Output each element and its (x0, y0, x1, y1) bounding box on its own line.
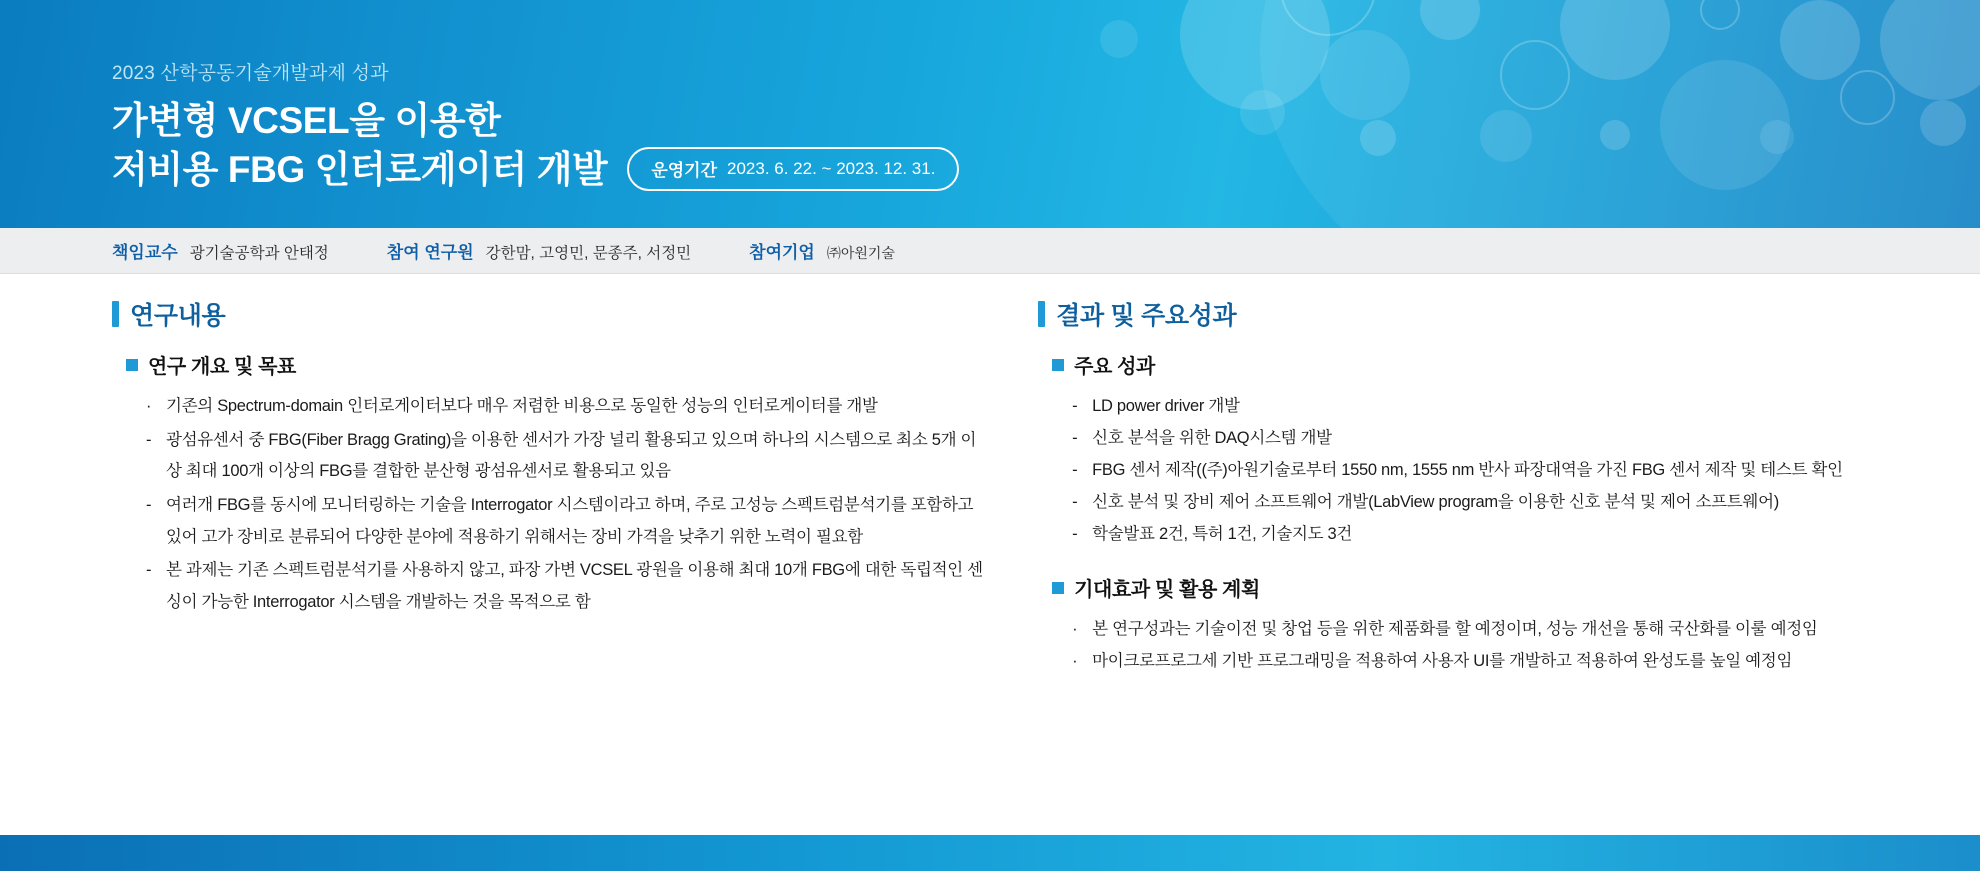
section-title-results (1038, 296, 1940, 332)
meta-label-researchers: 참여 연구원 (386, 243, 474, 262)
section-title-research (112, 296, 990, 332)
list-item-text: 본 과제는 기존 스펙트럼분석기를 사용하지 않고, 파장 가변 VCSEL 광원을 이용해 최대 10개 FBG에 대한 독립적인 센싱이 가능한 Interrogator 시스템을 개발하는 것을 목적으로 함 (166, 561, 983, 612)
poster-footer-bar (0, 835, 1980, 871)
meta-label-company: 참여기업 (749, 243, 815, 262)
square-bullet-icon (1052, 359, 1064, 371)
subsection-title-expected-effects-label: 기대효과 및 활용 계획 (1074, 579, 1260, 602)
square-bullet-icon (126, 359, 138, 371)
header-text-block (112, 58, 959, 195)
list-item-text: 여러개 FBG를 동시에 모니터링하는 기술을 Interrogator 시스템이라고 하며, 주로 고성능 스펙트럼분석기를 포함하고 있어 고가 장비로 분류되어 다양한 분야에 적용하기 위해서는 장비 가격을 낮추기 위한 노력이 필요함 (166, 496, 974, 546)
list-item (146, 391, 990, 423)
list-marker: - (146, 561, 152, 580)
list-item (146, 555, 990, 618)
section-accent-bar-icon (1038, 301, 1045, 327)
list-item (1072, 487, 1940, 517)
list-item-text: LD power driver 개발 (1092, 397, 1240, 415)
poster-header (0, 0, 1980, 228)
list-item (1072, 519, 1940, 549)
list-item (146, 425, 990, 488)
list-item (1072, 614, 1940, 644)
list-marker: - (1072, 429, 1078, 448)
list-item (1072, 391, 1940, 421)
meta-label-lead-professor: 책임교수 (112, 243, 178, 262)
poster-body (0, 274, 1980, 844)
list-item-text: 신호 분석 및 장비 제어 소프트웨어 개발(LabView program을 이용한 신호 분석 및 제어 소프트웨어) (1092, 493, 1779, 512)
list-item-text: 마이크로프로그세 기반 프로그래밍을 적용하여 사용자 UI를 개발하고 적용하여 완성도를 높일 예정임 (1092, 652, 1793, 671)
meta-group-lead-professor (112, 238, 329, 263)
list-item (1072, 646, 1940, 676)
list-marker: · (1072, 620, 1078, 639)
square-bullet-icon (1052, 582, 1064, 594)
meta-group-researchers (387, 238, 691, 263)
header-curve-decoration (1260, 0, 1980, 228)
subsection-title-overview-label: 연구 개요 및 목표 (148, 356, 296, 378)
list-item-text: 기존의 Spectrum-domain 인터로게이터보다 매우 저렴한 비용으로 동일한 성능의 인터로게이터를 개발 (166, 397, 878, 415)
list-item (1072, 423, 1940, 453)
header-title-row2 (112, 146, 959, 195)
list-marker: - (1072, 493, 1078, 512)
meta-value-lead-professor: 광기술공학과 안태정 (189, 245, 329, 262)
subsection-title-overview (126, 350, 990, 379)
header-eyebrow: 2023 산학공동기술개발과제 성과 (112, 63, 389, 84)
meta-bar (0, 228, 1980, 274)
list-marker: - (1072, 525, 1078, 544)
list-marker: - (1072, 397, 1078, 415)
list-item-text: 신호 분석을 위한 DAQ시스템 개발 (1092, 429, 1332, 448)
list-item-text: 본 연구성과는 기술이전 및 창업 등을 위한 제품화를 할 예정이며, 성능 개선을 통해 국산화를 이룰 예정임 (1092, 620, 1818, 639)
period-badge (627, 147, 959, 191)
meta-value-researchers: 강한맘, 고영민, 문종주, 서정민 (485, 245, 692, 262)
key-results-list (1072, 391, 1940, 549)
period-label: 운영기간 (651, 161, 718, 181)
list-item-text: FBG 센서 제작((주)아원기술로부터 1550 nm, 1555 nm 반사 파장대역을 가진 FBG 센서 제작 및 테스트 확인 (1092, 461, 1843, 480)
research-item-list (146, 391, 990, 619)
list-marker: · (1072, 652, 1078, 671)
list-marker: - (1072, 461, 1078, 480)
meta-value-company: ㈜아원기술 (826, 245, 895, 261)
subsection-title-key-results (1052, 350, 1940, 379)
section-accent-bar-icon (112, 301, 119, 327)
list-marker: - (146, 496, 152, 515)
list-marker: - (146, 430, 152, 449)
expected-effects-list (1072, 614, 1940, 676)
list-item (1072, 455, 1940, 485)
column-research-content (40, 296, 990, 844)
period-value: 2023. 6. 22. ~ 2023. 12. 31. (727, 158, 936, 178)
list-item (146, 490, 990, 553)
meta-group-company (749, 238, 895, 263)
section-title-research-label: 연구내용 (130, 302, 226, 330)
header-title-line2: 저비용 FBG 인터로게이터 개발 (112, 148, 608, 190)
subsection-title-expected-effects (1052, 573, 1940, 602)
list-item-text: 광섬유센서 중 FBG(Fiber Bragg Grating)을 이용한 센서가 가장 널리 활용되고 있으며 하나의 시스템으로 최소 5개 이상 최대 100개 이상의 FBG를 결합한 분산형 광섬유센서로 활용되고 있음 (166, 430, 977, 481)
list-item-text: 학술발표 2건, 특허 1건, 기술지도 3건 (1092, 525, 1353, 544)
column-results (990, 296, 1940, 844)
subsection-title-key-results-label: 주요 성과 (1074, 356, 1155, 378)
header-title-line1: 가변형 VCSEL을 이용한 (112, 100, 501, 141)
list-marker: · (146, 397, 152, 415)
section-title-results-label: 결과 및 주요성과 (1056, 302, 1237, 330)
